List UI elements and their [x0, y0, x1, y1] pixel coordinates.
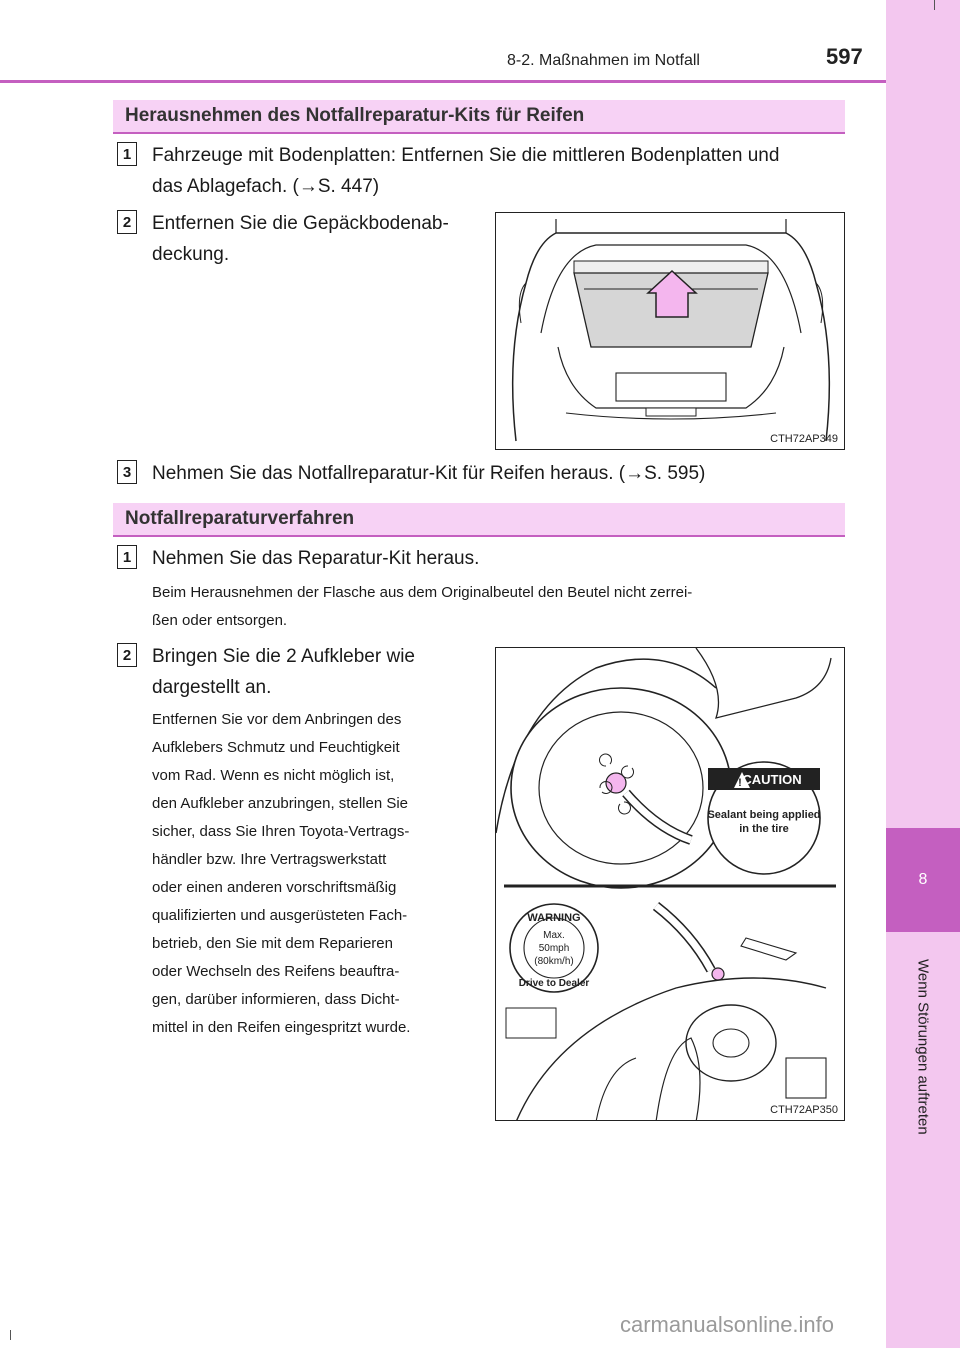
warning-title: WARNING	[527, 912, 581, 924]
step-text-line: Fahrzeuge mit Bodenplatten: Entfernen Sie die mittleren Bodenplatten und	[152, 145, 780, 166]
step-text-line: Bringen Sie die 2 Aufkleber wie	[152, 646, 415, 667]
step-text	[152, 641, 476, 703]
crop-mark	[0, 1330, 11, 1340]
step-text	[152, 140, 779, 202]
chapter-number: 8	[886, 828, 960, 932]
step-number: 1	[117, 545, 137, 569]
luggage-compartment-illustration	[496, 213, 845, 450]
footer-watermark: carmanualsonline.info	[620, 1312, 835, 1337]
note-line: betrieb, den Sie mit dem Reparieren	[152, 935, 393, 952]
step-note	[152, 579, 840, 635]
step-text-line: deckung.	[152, 244, 230, 265]
figure-sticker-placement	[495, 647, 845, 1121]
step-text-line: Nehmen Sie das Reparatur-Kit heraus.	[152, 548, 480, 569]
note-line: ßen oder entsorgen.	[152, 612, 288, 629]
step-text	[152, 208, 449, 270]
page-number: 597	[826, 44, 863, 69]
note-line: mittel in den Reifen eingespritzt wurde.	[152, 1019, 411, 1036]
figure-code: CTH72AP349	[770, 433, 838, 445]
step-text-line: das Ablagefach. (→S. 447)	[152, 176, 380, 197]
svg-text:!: !	[738, 777, 742, 789]
caution-line1: Sealant being applied	[707, 809, 821, 821]
note-line: gen, darüber informieren, dass Dicht-	[152, 991, 400, 1008]
step-text	[152, 458, 705, 489]
note-line: Beim Herausnehmen der Flasche aus dem Originalbeutel den Beutel nicht zerrei-	[152, 584, 693, 601]
step-note	[152, 706, 476, 1042]
caution-title: CAUTION	[742, 772, 802, 787]
warning-line2: 50mph	[538, 943, 570, 954]
note-line: den Aufkleber anzubringen, stellen Sie	[152, 795, 409, 812]
warning-bottom: Drive to Dealer	[518, 978, 590, 989]
note-line: Entfernen Sie vor dem Anbringen des	[152, 711, 402, 728]
step-text-line: dargestellt an.	[152, 677, 272, 698]
step-number: 3	[117, 460, 137, 484]
header-divider	[0, 80, 886, 83]
crop-mark	[934, 0, 945, 10]
note-line: oder Wechseln des Reifens beauftra-	[152, 963, 400, 980]
chapter-title-text: Wenn Störungen auftreten	[914, 959, 932, 1135]
section-heading-repair-procedure: Notfallreparaturverfahren	[113, 503, 845, 537]
warning-line3: (80km/h)	[534, 956, 574, 967]
note-line: oder einen anderen vorschriftsmäßig	[152, 879, 397, 896]
figure-luggage-compartment	[495, 212, 845, 450]
note-line: vom Rad. Wenn es nicht möglich ist,	[152, 767, 395, 784]
step-text-line: Nehmen Sie das Notfallreparatur-Kit für Reifen heraus. (→S. 595)	[152, 463, 706, 484]
step-number: 2	[117, 210, 137, 234]
warning-line1: Max.	[543, 930, 565, 941]
step-number: 2	[117, 643, 137, 667]
section-heading-remove-kit: Herausnehmen des Notfallreparatur-Kits für Reifen	[113, 100, 845, 134]
caution-line2: in the tire	[739, 823, 789, 835]
step-text-line: Entfernen Sie die Gepäckbodenab-	[152, 213, 449, 234]
header-section-title: 8-2. Maßnahmen im Notfall	[507, 52, 700, 69]
chapter-title	[886, 932, 960, 1162]
note-line: sicher, dass Sie Ihren Toyota-Vertrags-	[152, 823, 410, 840]
note-line: qualifizierten und ausgerüsteten Fach-	[152, 907, 408, 924]
note-line: händler bzw. Ihre Vertragswerkstatt	[152, 851, 387, 868]
step-text	[152, 543, 479, 574]
step-number: 1	[117, 142, 137, 166]
figure-code: CTH72AP350	[770, 1104, 838, 1116]
sticker-placement-illustration	[496, 648, 845, 1121]
note-line: Aufklebers Schmutz und Feuchtigkeit	[152, 739, 400, 756]
